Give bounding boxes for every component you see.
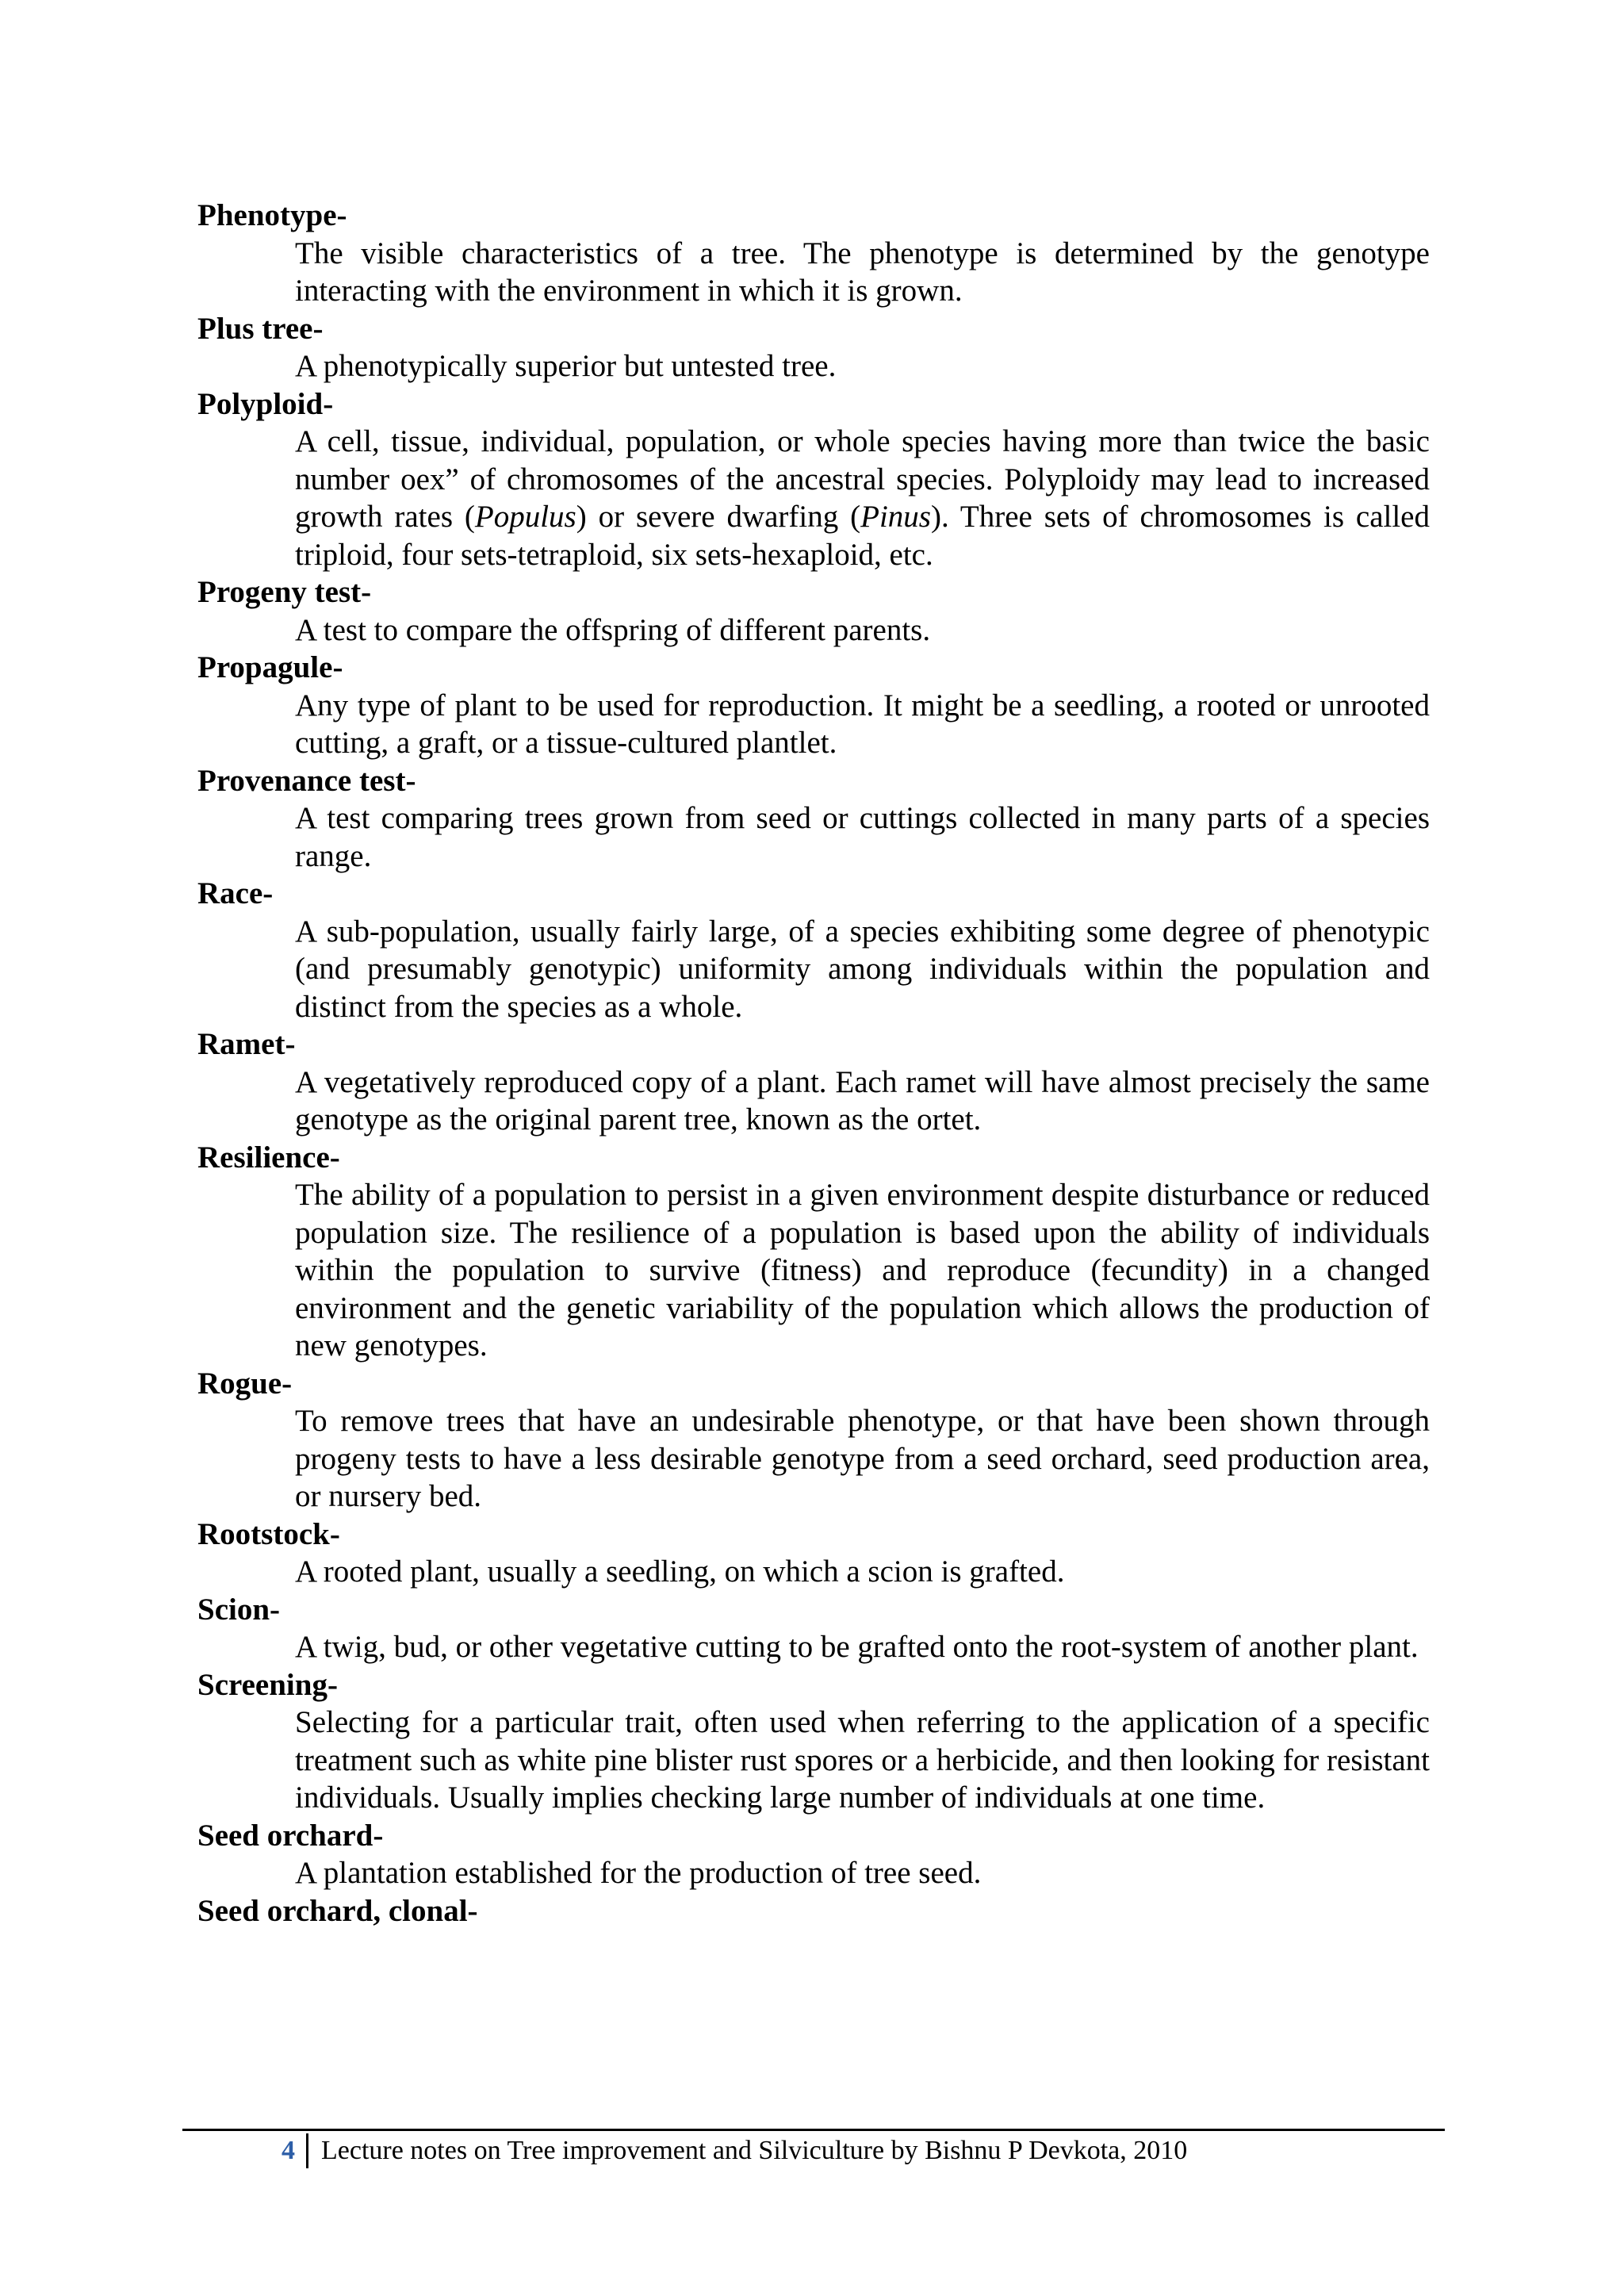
glossary-definition: A rooted plant, usually a seedling, on which a scion is grafted.	[295, 1554, 1065, 1589]
glossary-term: Seed orchard-	[197, 1818, 384, 1853]
glossary-term: Provenance test-	[197, 763, 416, 798]
glossary-definition: A phenotypically superior but untested tree.	[295, 349, 837, 383]
footer-divider	[182, 2129, 1445, 2131]
glossary-term: Screening-	[197, 1667, 338, 1702]
glossary-definition	[295, 423, 1430, 573]
glossary-term: Propagule-	[197, 650, 343, 684]
italic-species-name: Populus	[474, 500, 576, 534]
glossary-term: Plus tree-	[197, 311, 324, 346]
glossary-term: Scion-	[197, 1592, 281, 1627]
glossary-definition: A twig, bud, or other vegetative cutting to be grafted onto the root-system of another plant.	[295, 1630, 1419, 1664]
italic-species-name: Pinus	[860, 500, 931, 534]
glossary-definition: To remove trees that have an undesirable phenotype, or that have been shown through progeny tests to have a less desirable genotype from a seed orchard, seed production area, or nursery bed.	[295, 1404, 1430, 1513]
glossary-term: Rogue-	[197, 1366, 293, 1401]
glossary-definition: The ability of a population to persist in a given environment despite disturbance or reduced population size. The resilience of a population is based upon the ability of individuals within the population to survive (fitness) and reproduce (fecundity) in a changed environment and the genetic variability of the population which allows the production of new genotypes.	[295, 1178, 1430, 1363]
definition-text: A cell, tissue, individual, population, or whole species having more than twice the basic number oex” of chromosomes of the ancestral species. Polyploidy may lead to increased growth rates (	[295, 424, 1430, 534]
glossary-definition: A test to compare the offspring of different parents.	[295, 612, 931, 647]
page-number: 4	[282, 2133, 308, 2168]
glossary-definition: A sub-population, usually fairly large, of a species exhibiting some degree of phenotypic (and presumably genotypic) uniformity among individuals within the population and distinct from the species as a whole.	[295, 914, 1430, 1024]
definition-text: ). Three sets of chromosomes is called triploid, four sets-tetraploid, six sets-hexaploid, etc.	[295, 500, 1430, 572]
glossary-definition: A vegetatively reproduced copy of a plant. Each ramet will have almost precisely the same genotype as the original parent tree, known as the ortet.	[295, 1064, 1430, 1137]
glossary-term: Resilience-	[197, 1140, 340, 1175]
glossary-definition: A plantation established for the production of tree seed.	[295, 1856, 982, 1890]
glossary-term: Phenotype-	[197, 198, 347, 232]
glossary-term: Progeny test-	[197, 575, 372, 609]
definition-text: ) or severe dwarfing (	[576, 500, 861, 534]
glossary-term: Polyploid-	[197, 386, 334, 421]
glossary-definition: Selecting for a particular trait, often used when referring to the application of a specific treatment such as white pine blister rust spores or a herbicide, and then looking for resistant individuals. Usually implies checking large number of individuals at one time.	[295, 1705, 1430, 1815]
glossary-term: Ramet-	[197, 1027, 296, 1061]
glossary-definition: A test comparing trees grown from seed or cuttings collected in many parts of a species range.	[295, 801, 1430, 873]
footer-text: Lecture notes on Tree improvement and Silviculture by Bishnu P Devkota, 2010	[321, 2136, 1188, 2165]
glossary-definition: Any type of plant to be used for reproduction. It might be a seedling, a rooted or unrooted cutting, a graft, or a tissue-cultured plantlet.	[295, 688, 1430, 760]
glossary-list	[197, 197, 1430, 1930]
glossary-term: Race-	[197, 876, 274, 910]
glossary-term: Rootstock-	[197, 1516, 340, 1551]
page-footer	[282, 2133, 1187, 2168]
glossary-term: Seed orchard, clonal-	[197, 1893, 478, 1928]
glossary-definition: The visible characteristics of a tree. The phenotype is determined by the genotype interacting with the environment in which it is grown.	[295, 236, 1430, 308]
